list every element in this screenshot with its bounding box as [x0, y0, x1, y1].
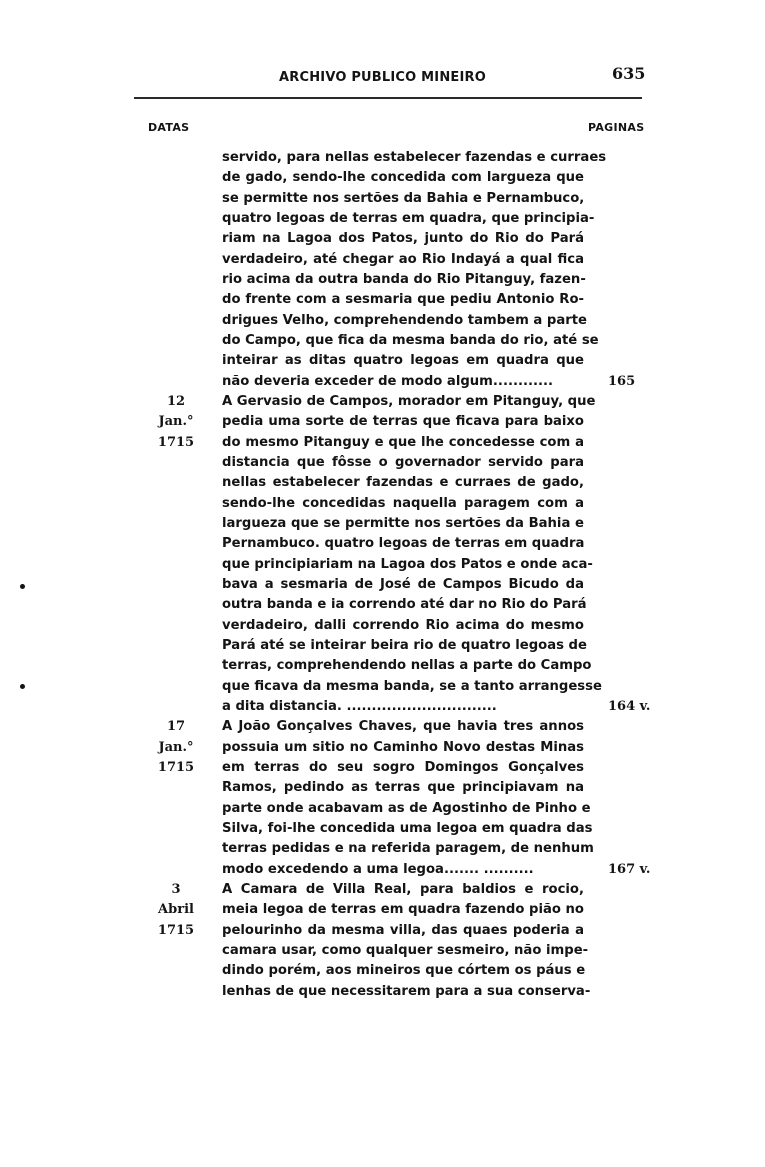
text-line: camara usar, como qualquer sesmeiro, não impe- [222, 942, 589, 958]
margin-dot [20, 684, 25, 689]
text-line: A Gervasio de Campos, morador em Pitanguy, que [222, 393, 596, 409]
text-line: riam na Lagoa dos Patos, junto do Rio do Pará [222, 231, 584, 247]
text-line: bava a sesmaria de José de Campos Bicudo da [222, 576, 584, 592]
entry-date: 17 [166, 719, 186, 735]
text-line: em terras do seu sogro Domingos Gonçalves [222, 759, 584, 775]
entry-date: 3 [171, 881, 181, 897]
text-line: do frente com a sesmaria que pediu Antonio Ro- [222, 292, 584, 308]
text-line: verdadeiro, dalli correndo Rio acima do mesmo [222, 617, 584, 633]
text-line: rio acima da outra banda do Rio Pitanguy, fazen- [222, 271, 586, 287]
page-reference: 167 v. [608, 861, 651, 877]
text-line: largueza que se permitte nos sertões da Bahia e [222, 515, 584, 531]
text-line: modo excedendo a uma legoa....... .......... [222, 861, 534, 877]
text-line: drigues Velho, comprehendendo tambem a parte [222, 312, 588, 328]
running-header-title: ARCHIVO PUBLICO MINEIRO [278, 70, 486, 85]
text-line: Pernambuco. quatro legoas de terras em quadra [222, 536, 585, 552]
entry-date: 1715 [157, 759, 195, 775]
header-rule [134, 97, 642, 99]
text-line: servido, para nellas estabelecer fazendas e curraes [222, 150, 607, 165]
margin-dot [20, 584, 25, 589]
text-line: Pará até se inteirar beira rio de quatro legoas de [222, 637, 587, 653]
text-line: parte onde acabavam as de Agostinho de Pinho e [222, 800, 591, 816]
text-line: do mesmo Pitanguy e que lhe concedesse com a [222, 434, 584, 450]
page-number: 635 [612, 64, 646, 83]
text-line: terras pedidas e na referida paragem, de nenhum [222, 841, 594, 857]
entry-date: 1715 [157, 922, 195, 938]
text-line: A João Gonçalves Chaves, que havia tres annos [222, 719, 584, 735]
text-line: Silva, foi-lhe concedida uma legoa em quadra das [222, 820, 593, 836]
text-line: meia legoa de terras em quadra fazendo pião no [222, 902, 584, 918]
text-line: A Camara de Villa Real, para baldios e rocio, [222, 881, 584, 897]
column-heading-datas: DATAS [148, 121, 190, 134]
text-line: lenhas de que necessitarem para a sua conserva- [222, 983, 591, 999]
entry-date: Jan.° [158, 414, 194, 430]
text-line: possuia um sitio no Caminho Novo destas Minas [222, 739, 584, 755]
text-line: pelourinho da mesma villa, das quaes poderia a [222, 922, 584, 938]
page-reference: 164 v. [608, 698, 651, 714]
text-line: que principiariam na Lagoa dos Patos e onde aca- [222, 556, 593, 572]
entry-date: 1715 [157, 434, 195, 450]
text-line: dindo porém, aos mineiros que córtem os páus e [222, 963, 586, 979]
text-line: pedia uma sorte de terras que ficava para baixo [222, 414, 584, 430]
text-line: inteirar as ditas quatro legoas em quadra que [222, 353, 584, 369]
text-line: terras, comprehendendo nellas a parte do Campo [222, 658, 592, 674]
entry-date: Jan.° [158, 739, 194, 755]
text-line: quatro legoas de terras em quadra, que principia- [222, 210, 595, 226]
text-line: Ramos, pedindo as terras que principiavam na [222, 780, 584, 796]
entry-date: Abril [158, 902, 194, 918]
text-line: a dita distancia. .............................. [222, 698, 497, 714]
text-line: se permitte nos sertões da Bahia e Pernambuco, [222, 190, 585, 206]
column-heading-paginas: PAGINAS [588, 121, 645, 134]
text-line: que ficava da mesma banda, se a tanto arrangesse [222, 678, 602, 694]
text-line: verdadeiro, até chegar ao Rio Indayá a qual fica [222, 251, 584, 267]
text-line: distancia que fôsse o governador servido para [222, 454, 584, 470]
text-line: outra banda e ia correndo até dar no Rio do Pará [222, 597, 587, 613]
entry-date: 12 [166, 393, 186, 409]
text-line: não deveria exceder de modo algum............ [222, 373, 554, 389]
text-line: nellas estabelecer fazendas e curraes de gado, [222, 475, 584, 491]
page-reference: 165 [608, 373, 636, 389]
text-line: do Campo, que fica da mesma banda do rio, até se [222, 332, 599, 348]
text-line: de gado, sendo-lhe concedida com largueza que [222, 170, 584, 186]
text-line: sendo-lhe concedidas naquella paragem com a [222, 495, 584, 511]
